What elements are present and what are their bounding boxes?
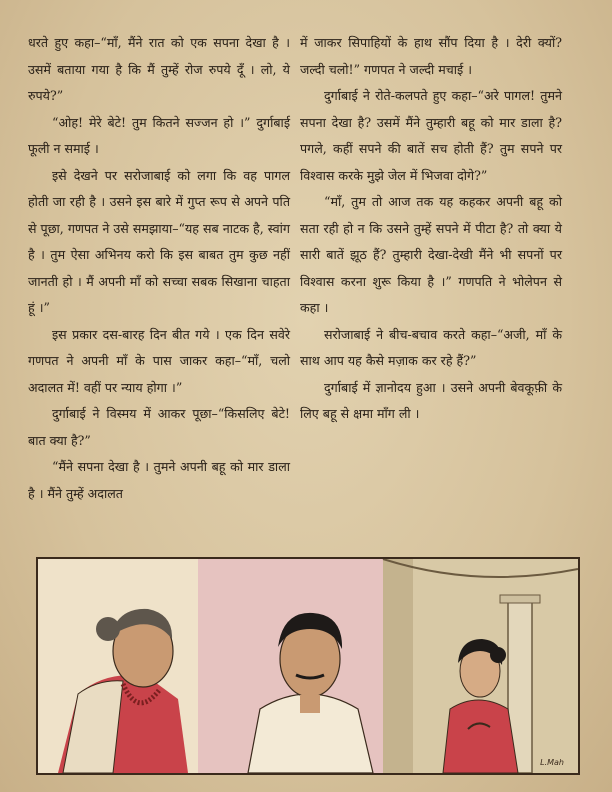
left-paragraph-1: धरते हुए कहा–“माँ, मैंने रात को एक सपना देखा है । उसमें बताया गया है कि मैं तुम्हें रोज रुपये दूँ । लो, ये रुपये?” [28,35,290,103]
left-paragraph-4: इस प्रकार दस-बारह दिन बीत गये । एक दिन सवेरे गणपत ने अपनी माँ के पास जाकर कहा–“माँ, चलो अदालत में! वहीं पर न्याय होगा ।” [28,326,290,395]
right-paragraph-4: सरोजाबाई ने बीच-बचाव करते कहा–“अजी, माँ के साथ आप यह कैसे मज़ाक कर रहे हैं?” [300,326,562,368]
right-paragraph-2: दुर्गाबाई ने रोते-कलपते हुए कहा–“अरे पागल! तुमने सपना देखा है? उसमें मैंने तुम्हारी बहू को मार डाला है? पगले, कहीं सपने की बातें सच होती हैं? तुम सपने पर विश्वास करके मुझे जेल में भिजवा दोगे?” [300,88,562,183]
young-woman-saree [443,700,518,773]
right-text-column [300,30,562,428]
right-paragraph-5: दुर्गाबाई में ज्ञानोदय हुआ । उसने अपनी बेवकूफ़ी के लिए बहू से क्षमा माँग ली । [300,379,562,421]
door-frame [383,559,413,773]
left-paragraph-6: “मैंने सपना देखा है । तुमने अपनी बहू को मार डाला है । मैंने तुम्हें अदालत [28,459,290,501]
old-woman-bun [96,617,120,641]
left-paragraph-3: इसे देखने पर सरोजाबाई को लगा कि वह पागल होती जा रही है । उसने इस बारे में गुप्त रूप से अपने पति से पूछा, गणपत ने उसे समझाया–“यह सब नाटक है, स्वांग है । तुम ऐसा अभिनय करो कि इस बाबत तुम कुछ नहीं जानती हो । मैं अपनी माँ को सच्चा सबक सिखाना चाहता हूं ।” [28,167,290,315]
left-paragraph-5: दुर्गाबाई ने विस्मय में आकर पूछा–“किसलिए बेटे! बात क्या है?” [28,406,290,448]
young-woman-bun [490,647,506,663]
right-paragraph-3: “माँ, तुम तो आज तक यह कहकर अपनी बहू को सता रही हो न कि उसने तुम्हें सपने में पीटा है? तो क्या ये सारी बातें झूठ हैं? तुम्हारी देखा-देखी मैंने भी सपनों पर विश्वास करना शुरू किया है ।” गणपति ने भोलेपन से कहा । [300,194,562,315]
pillar-capital [500,595,540,603]
illustration-scene [38,559,578,773]
story-illustration [36,557,580,775]
man-neck [300,695,320,713]
left-paragraph-2: “ओह! मेरे बेटे! तुम कितने सज्जन हो ।” दुर्गाबाई फूली न समाई । [28,114,290,156]
artist-signature: L.Mah [540,758,564,767]
right-paragraph-1: में जाकर सिपाहियों के हाथ सौंप दिया है । देरी क्यों? जल्दी चलो!” गणपत ने जल्दी मचाई । [300,35,562,77]
left-text-column [28,30,290,507]
